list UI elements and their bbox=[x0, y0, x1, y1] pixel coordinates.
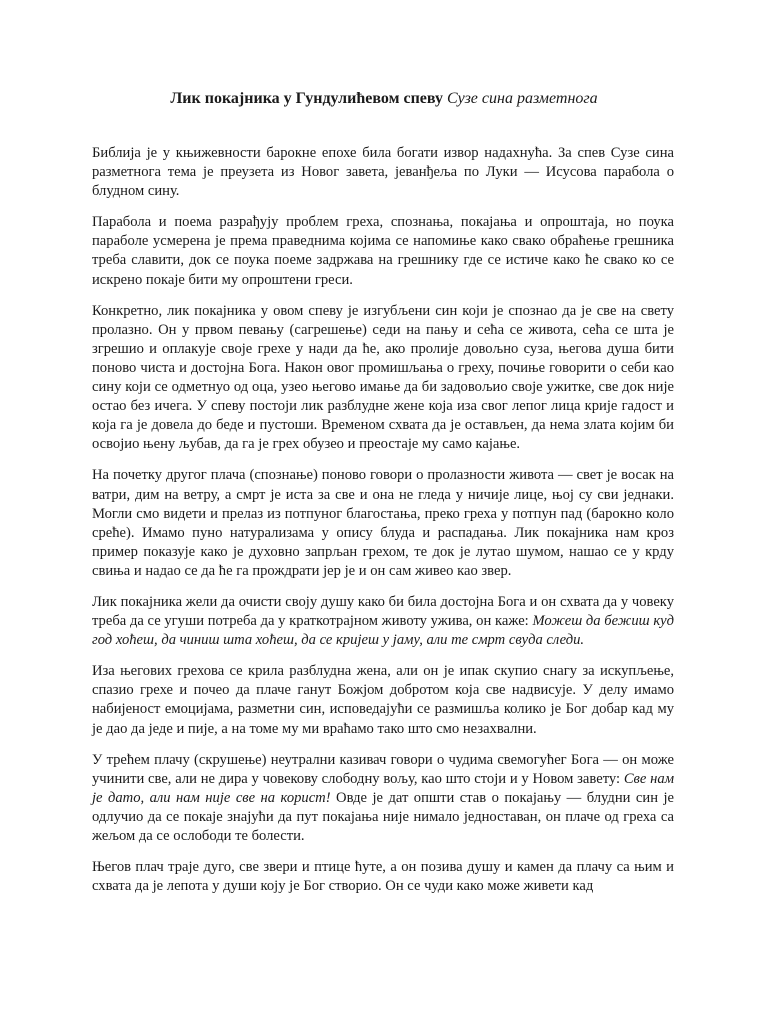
paragraph-4 bbox=[92, 466, 674, 581]
paragraph-text: Лик покајника жели да очисти своју душу како би била достојна Бога и он схвата да у човеку треба да се угуши потреба да у краткотрајном животу ужива, он каже: bbox=[92, 593, 674, 630]
paragraph-text: На почетку другог плача (спознање) поново говори о пролазности живота — свет је восак на ватри, дим на ветру, а смрт је иста за све и она не гледа у ничије лице, њој су сви једнаки. Могли смо видети и прелаз из потпуног благостања, преко греха у потпун пад (барокно коло среће). Имамо пуно натурализама у опису блуда и распадања. Лик покајника нам кроз пример показује како је духовно запрљан грехом, те док је лутао шумом, нашао се у крду свиња и надао се да ће га прождрати јер је и он сам живео као звер. bbox=[92, 467, 674, 579]
paragraph-quote: Све нам је дато, али нам није све на корист! bbox=[92, 770, 675, 806]
paragraph-1 bbox=[92, 144, 674, 201]
paragraph-quote: Можеш да бежиш куд год хоћеш, да чиниш шта хоћеш, да се кријеш у јаму, али те смрт свуда следи. bbox=[92, 613, 674, 649]
paragraph-text: Парабола и поема разрађују проблем греха, спознања, покајања и опроштаја, но поука параболе усмерена је према праведнима којима се напомиње како свако обраћење грешника треба славити, док се поука поеме задржава на грешнику где се истиче како ће свако ко се искрено покаје бити му опроштени греси. bbox=[92, 214, 674, 288]
paragraph-5 bbox=[92, 593, 674, 650]
paragraph-2 bbox=[92, 213, 674, 289]
paragraph-text: Конкретно, лик покајника у овом спеву је изгубљени син који је спознао да је све на свету пролазно. Он у првом певању (сагрешење) седи на пању и сећа се живота, сећа се шта је згрешио и оплакује своје грехе у нади да ће, ако пролије довољно суза, његова душа бити поново чиста и достојна Бога. Након овог промишљања о греху, почиње говорити о себи као сину који се одметнуо од оца, узео његово имање да би задовољио своје ужитке, све док није остао без ичега. У спеву постоји лик разблудне жене која иза свог лепог лица крије гадост и која га је довела до беде и пустоши. Временом схвата да је остављен, да нема злата којим би освојио њену љубав, да га је грех обузео и преостаје му само кајање. bbox=[92, 302, 674, 453]
document-body bbox=[92, 144, 674, 908]
paragraph-text: Иза његових грехова се крила разблудна жена, али он је ипак скупио снагу за искупљење, спазио грехе и почео да плаче ганут Божјом добротом која све надвисује. У делу имамо набијеност емоцијама, разметни син, исповедајући се размишља колико је Бог добар кад му је дао да једе и пије, а на томе му ми враћамо тако што смо незахвални. bbox=[92, 663, 674, 737]
title-main: Лик покајника у Гундулићевом спеву bbox=[170, 90, 443, 107]
paragraph-6 bbox=[92, 662, 674, 738]
paragraph-text-after: Овде је дат општи став о покајању — блудни син је одлучио да се покаје знајући да пут покајања није нимало једноставан, он плаче од греха са жељом да се ослободи те болести. bbox=[92, 789, 674, 844]
paragraph-text: Његов плач траје дуго, све звери и птице ћуте, а он позива душу и камен да плачу са њим и схвата да је лепота у души коју је Бог створио. Он се чуди како може живети кад bbox=[92, 859, 674, 895]
paragraph-text: Библија је у књижевности барокне епохе била богати извор надахнућа. За спев Сузе сина разметнога тема је преузета из Новог завета, јеванђеља по Луки — Исусова парабола о блудном сину. bbox=[92, 145, 674, 200]
paragraph-7 bbox=[92, 751, 674, 846]
document-title bbox=[0, 88, 768, 110]
paragraph-8 bbox=[92, 858, 674, 896]
title-italic: Сузе сина разметнога bbox=[447, 90, 598, 107]
paragraph-text: У трећем плачу (скрушење) неутрални казивач говори о чудима свемогућег Бога — он може учинити све, али не дира у човекову слободну вољу, као што стоји и у Новом завету: bbox=[92, 751, 674, 787]
paragraph-3 bbox=[92, 302, 674, 455]
